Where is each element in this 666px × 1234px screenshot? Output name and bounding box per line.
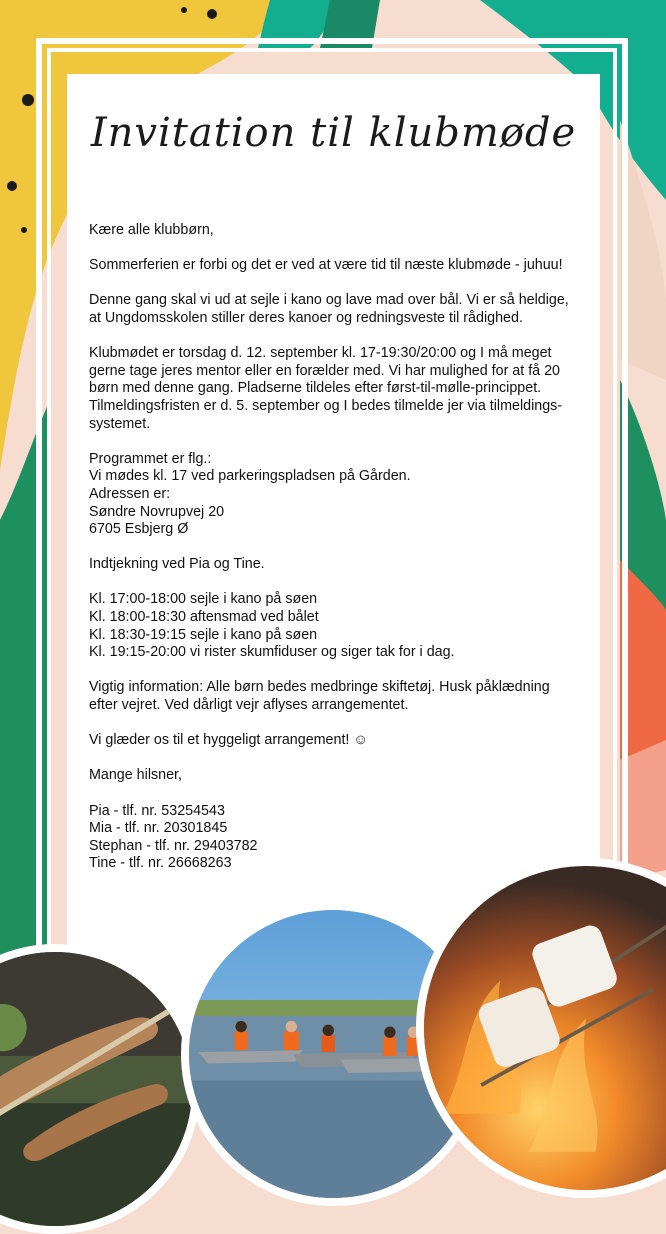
list-item: Kl. 19:15-20:00 vi rister skumfiduser og siger tak for i dag. <box>89 644 455 661</box>
list-item: Kl. 17:00-18:00 sejle i kano på søen <box>89 591 318 608</box>
activity-paragraph: Denne gang skal vi ud at sejle i kano og lave mad over bål. Vi er så heldige, at Ungdomsskolen stiller deres kanoer og redningsveste til rådighed. <box>89 292 569 326</box>
list-item: Tine - tlf. nr. 26668263 <box>89 855 232 872</box>
page-title: Invitation til klubmøde <box>90 110 577 156</box>
list-item: Kl. 18:30-19:15 sejle i kano på søen <box>89 626 318 643</box>
meeting-paragraph: Programmet er flg.: Vi mødes kl. 17 ved parkeringspladsen på Gården. Adressen er: Søndre Novrupvej 20 6705 Esbjerg Ø <box>89 450 411 538</box>
closing-line: Vi glæder os til et hyggeligt arrangement! ☺ <box>89 732 368 749</box>
greeting: Kære alle klubbørn, <box>89 222 214 238</box>
contacts-list <box>89 803 589 873</box>
intro-paragraph: Sommerferien er forbi og det er ved at være tid til næste klubmøde - juhuu! <box>89 257 563 274</box>
checkin-paragraph: Indtjekning ved Pia og Tine. <box>89 556 265 573</box>
schedule-list <box>89 591 589 661</box>
list-item: Mia - tlf. nr. 20301845 <box>89 820 228 837</box>
list-item: Kl. 18:00-18:30 aftensmad ved bålet <box>89 609 319 626</box>
details-paragraph: Klubmødet er torsdag d. 12. september kl. 17-19:30/20:00 og I må meget gerne tage jeres mentor eller en forælder med. Vi har mulighed for at få 20 børn med denne gang. Pladserne tildeles efter først-til-mølle-princippet. Tilmeldingsfristen er d. 5. september og I bedes tilmelde jer via tilmeldings- systemet. <box>89 345 563 432</box>
important-paragraph: Vigtig information: Alle børn bedes medbringe skiftetøj. Husk påklædning efter vejret. Ved dårligt vejr aflyses arrangementet. <box>89 679 550 714</box>
letter-body <box>89 222 589 891</box>
list-item: Pia - tlf. nr. 53254543 <box>89 802 225 819</box>
signoff-line: Mange hilsner, <box>89 767 182 784</box>
list-item: Stephan - tlf. nr. 29403782 <box>89 837 258 854</box>
